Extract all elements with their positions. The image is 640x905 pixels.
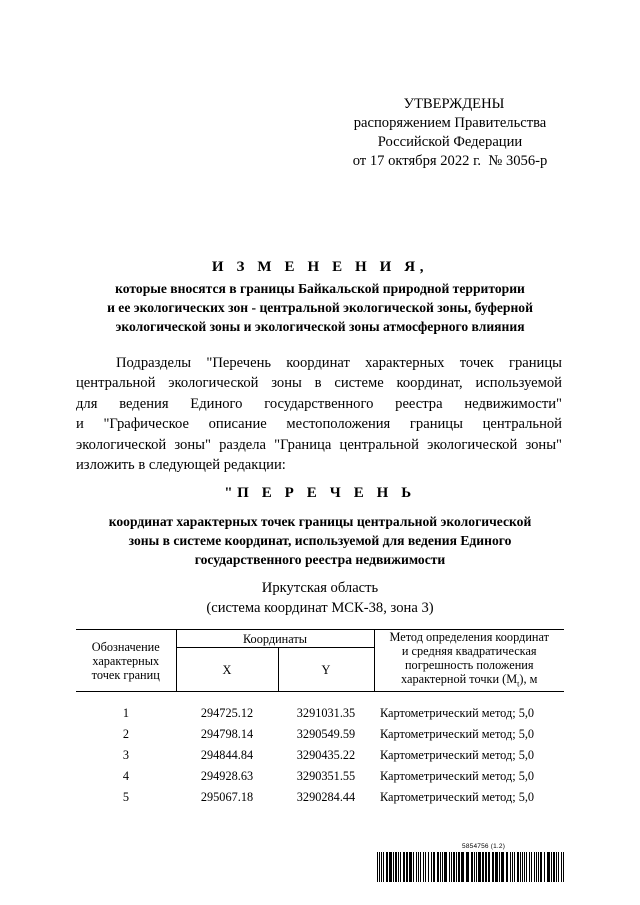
y-coordinate: 3291031.35 bbox=[296, 706, 356, 721]
table-row bbox=[76, 727, 564, 748]
body-line: изложить в следующей редакции: bbox=[76, 457, 286, 474]
method-header-line: Метод определения координат bbox=[389, 630, 549, 644]
table-row bbox=[76, 706, 564, 727]
approval-date-number: от 17 октября 2022 г. № 3056-р bbox=[352, 153, 548, 169]
point-header-line: Обозначение bbox=[91, 639, 160, 654]
changes-subtitle-line: экологической зоны и экологической зоны атмосферного влияния bbox=[115, 319, 525, 334]
point-number: 3 bbox=[122, 748, 130, 763]
approval-issuer: распоряжением Правительства bbox=[353, 115, 547, 131]
barcode-icon bbox=[376, 852, 566, 882]
point-header-line: характерных bbox=[92, 653, 160, 668]
body-paragraph bbox=[76, 353, 562, 475]
point-number: 5 bbox=[122, 790, 130, 805]
changes-subtitle-line: и ее экологических зон - центральной экологической зоны, буферной bbox=[107, 300, 533, 315]
y-coordinate: 3290435.22 bbox=[296, 748, 356, 763]
point-number: 1 bbox=[122, 706, 130, 721]
coordinates-header: Координаты bbox=[176, 630, 374, 648]
region-name: Иркутская область bbox=[261, 580, 379, 596]
changes-subtitle-line: которые вносятся в границы Байкальской природной территории bbox=[115, 281, 525, 296]
point-number: 4 bbox=[122, 769, 130, 784]
perechen-subtitle-line: государственного реестра недвижимости bbox=[194, 552, 446, 567]
body-line: Подразделы "Перечень координат характерных точек границы bbox=[116, 355, 562, 371]
y-coordinate: 3290351.55 bbox=[296, 769, 356, 784]
method-header-line: и средняя квадратическая bbox=[401, 644, 537, 658]
x-header: X bbox=[176, 648, 278, 692]
x-coordinate: 294844.84 bbox=[200, 748, 254, 763]
method-value: Картометрический метод; 5,0 bbox=[380, 727, 535, 742]
table-row bbox=[76, 790, 564, 811]
changes-subtitle bbox=[60, 279, 580, 336]
approval-title: УТВЕРЖДЕНЫ bbox=[403, 96, 505, 112]
table-row bbox=[76, 769, 564, 790]
approval-government: Российской Федерации bbox=[377, 134, 523, 150]
perechen-subtitle-line: координат характерных точек границы центральной экологической bbox=[108, 514, 532, 529]
x-coordinate: 294798.14 bbox=[200, 727, 254, 742]
body-line: центральной экологической зоны в системе координат, используемой bbox=[76, 375, 562, 392]
x-coordinate: 294928.63 bbox=[200, 769, 254, 784]
method-value: Картометрический метод; 5,0 bbox=[380, 769, 535, 784]
point-header bbox=[76, 630, 176, 692]
x-coordinate: 295067.18 bbox=[200, 790, 254, 805]
method-value: Картометрический метод; 5,0 bbox=[380, 706, 535, 721]
perechen-subtitle bbox=[60, 512, 580, 569]
body-line: для ведения Единого государственного реестра недвижимости" bbox=[76, 395, 562, 412]
barcode-label: 5854756 (1.2) bbox=[462, 843, 506, 850]
point-header-line: точек границ bbox=[91, 667, 160, 682]
y-coordinate: 3290284.44 bbox=[296, 790, 356, 805]
method-value: Картометрический метод; 5,0 bbox=[380, 790, 535, 805]
method-header-line: характерной точки $(M_t)$, м bbox=[401, 672, 538, 689]
method-header bbox=[374, 630, 564, 692]
region-block bbox=[60, 578, 580, 618]
y-coordinate: 3290549.59 bbox=[296, 727, 356, 742]
approval-block bbox=[340, 95, 560, 171]
point-number: 2 bbox=[122, 727, 130, 742]
perechen-title: "П Е Р Е Ч Е Н Ь bbox=[224, 485, 416, 501]
method-header-line: погрешность положения bbox=[404, 658, 534, 672]
method-value: Картометрический метод; 5,0 bbox=[380, 748, 535, 763]
y-header: Y bbox=[278, 648, 374, 692]
x-coordinate: 294725.12 bbox=[200, 706, 254, 721]
changes-title: И З М Е Н Е Н И Я, bbox=[211, 259, 429, 275]
body-line: экологической зоны" раздела "Граница центральной экологической зоны" bbox=[76, 436, 562, 453]
coordinates-table bbox=[76, 629, 564, 811]
perechen-subtitle-line: зоны в системе координат, используемой для ведения Единого bbox=[128, 533, 512, 548]
coordinate-system: (система координат МСК-38, зона 3) bbox=[206, 600, 434, 616]
table-row bbox=[76, 748, 564, 769]
body-line: и "Графическое описание местоположения границы центральной bbox=[76, 416, 562, 433]
